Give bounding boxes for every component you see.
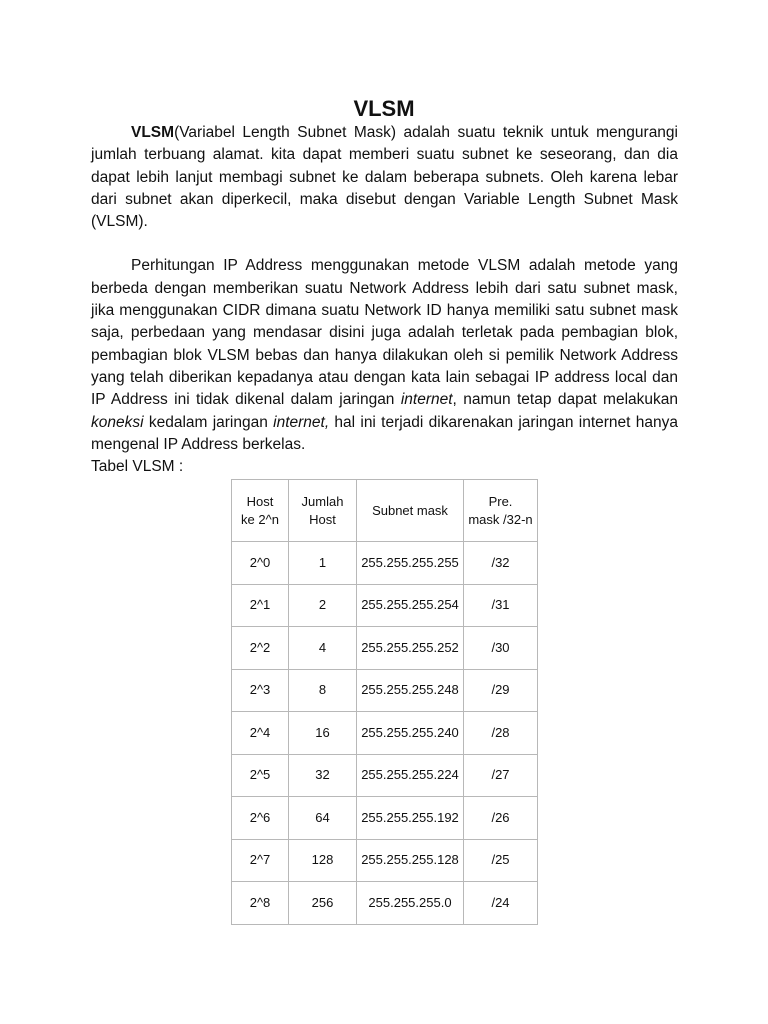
table-cell: /30 xyxy=(464,627,538,670)
table-cell: /32 xyxy=(464,542,538,585)
table-cell: 2^4 xyxy=(232,712,289,755)
header-prefix-mask: Pre. mask /32-n xyxy=(464,480,538,542)
table-row xyxy=(232,584,538,627)
table-cell: 255.255.255.254 xyxy=(357,584,464,627)
table-row xyxy=(232,839,538,882)
table-cell: 255.255.255.0 xyxy=(357,882,464,925)
paragraph-text: kedalam jaringan xyxy=(143,413,274,431)
paragraph-text: Perhitungan IP Address menggunakan metode VLSM adalah metode yang berbeda dengan memberikan suatu Network Address lebih dari satu subnet mask, jika menggunakan CIDR dimana suatu Network ID hanya memiliki satu subnet mask saja, perbedaan yang mendasar disini juga adalah terletak pada pembagian blok, pembagian blok VLSM bebas dan hanya dilakukan oleh si pemilik Network Address yang telah diberikan kepadanya atau dengan kata lain sebagai IP address local dan IP Address ini tidak dikenal dalam jaringan xyxy=(91,257,678,409)
table-cell: 8 xyxy=(289,669,357,712)
table-cell: 256 xyxy=(289,882,357,925)
table-row xyxy=(232,754,538,797)
vlsm-table xyxy=(231,479,538,925)
table-cell: /24 xyxy=(464,882,538,925)
table-row xyxy=(232,627,538,670)
table-cell: 255.255.255.224 xyxy=(357,754,464,797)
table-cell: 255.255.255.248 xyxy=(357,669,464,712)
table-header-row xyxy=(232,480,538,542)
table-cell: 255.255.255.240 xyxy=(357,712,464,755)
table-cell: 2^0 xyxy=(232,542,289,585)
header-subnet-mask: Subnet mask xyxy=(357,480,464,542)
document-body xyxy=(91,122,678,478)
italic-term: koneksi xyxy=(91,413,144,431)
table-row xyxy=(232,882,538,925)
table-cell: /26 xyxy=(464,797,538,840)
paragraph-vlsm-calculation xyxy=(91,255,678,456)
header-jumlah-host: Jumlah Host xyxy=(289,480,357,542)
table-row xyxy=(232,542,538,585)
table-cell: 255.255.255.252 xyxy=(357,627,464,670)
table-cell: 255.255.255.128 xyxy=(357,839,464,882)
page-title: VLSM xyxy=(353,96,415,121)
table-cell: 2^3 xyxy=(232,669,289,712)
header-host: Host ke 2^n xyxy=(232,480,289,542)
table-cell: 16 xyxy=(289,712,357,755)
paragraph-vlsm-definition xyxy=(91,122,678,233)
table-cell: 2^5 xyxy=(232,754,289,797)
table-row xyxy=(232,712,538,755)
table-cell: 2^2 xyxy=(232,627,289,670)
table-cell: 255.255.255.255 xyxy=(357,542,464,585)
table-caption: Tabel VLSM : xyxy=(91,458,184,476)
table-cell: /29 xyxy=(464,669,538,712)
paragraph-text: , namun tetap dapat melakukan xyxy=(452,391,678,409)
table-cell: 32 xyxy=(289,754,357,797)
paragraph-text: (Variabel Length Subnet Mask) adalah suatu teknik untuk mengurangi jumlah terbuang alamat. kita dapat memberi suatu subnet ke seseorang, dan dia dapat lebih lanjut membagi subnet ke dalam beberapa subnets. Oleh karena lebar dari subnet akan diperkecil, maka disebut dengan Variable Length Subnet Mask (VLSM). xyxy=(91,124,678,231)
table-cell: /25 xyxy=(464,839,538,882)
italic-term: internet xyxy=(400,391,453,409)
table-cell: 2^1 xyxy=(232,584,289,627)
table-row xyxy=(232,797,538,840)
table-cell: /28 xyxy=(464,712,538,755)
table-cell: 64 xyxy=(289,797,357,840)
table-cell: 4 xyxy=(289,627,357,670)
table-cell: /27 xyxy=(464,754,538,797)
table-cell: 2^8 xyxy=(232,882,289,925)
table-cell: 2^6 xyxy=(232,797,289,840)
table-cell: 128 xyxy=(289,839,357,882)
table-cell: /31 xyxy=(464,584,538,627)
table-row xyxy=(232,669,538,712)
table-cell: 2^7 xyxy=(232,839,289,882)
bold-term: VLSM xyxy=(131,124,175,141)
table-cell: 255.255.255.192 xyxy=(357,797,464,840)
paragraph-text: hal ini terjadi dikarenakan jaringan internet hanya mengenal IP Address berkelas. xyxy=(91,413,678,453)
italic-term: internet, xyxy=(273,413,330,431)
vlsm-table-container xyxy=(231,479,538,925)
table-cell: 1 xyxy=(289,542,357,585)
table-cell: 2 xyxy=(289,584,357,627)
